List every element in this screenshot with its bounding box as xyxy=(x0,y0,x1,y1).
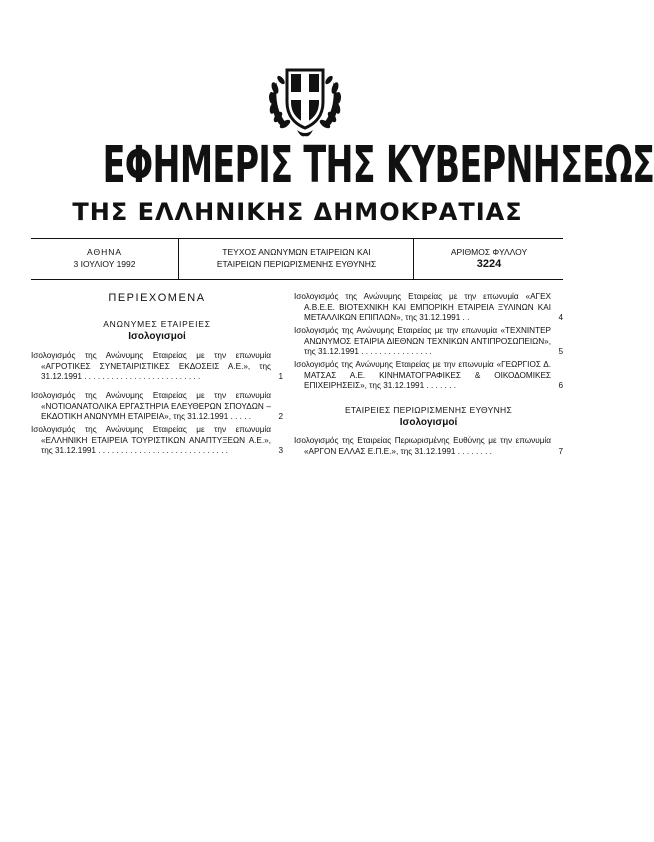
entry-page-number: 6 xyxy=(558,381,563,390)
entry-page-number: 7 xyxy=(558,446,563,456)
issue-type-line1: ΤΕΥΧΟΣ ΑΝΩΝΥΜΩΝ ΕΤΑΙΡΕΙΩΝ ΚΑΙ xyxy=(222,247,371,257)
entry-text: Ισολογισμός της Ανώνυμης Εταιρείας με την επωνυμία «ΕΛΛΗΝΙΚΗ ΕΤΑΙΡΕΙΑ ΤΟΥΡΙΣΤΙΚΩΝ ΑΝΑΠΤΥΞΕΩΝ Α.Ε.», της 31.12.1991 . . . . . . . . . . . . . . . . . . . . . . . . . . . . . xyxy=(31,425,271,455)
entry-text: Ισολογισμός της Ανώνυμης Εταιρείας με την επωνυμία «ΤΕΧΝΙΝΤΕΡ ΑΝΩΝΥΜΟΣ ΕΤΑΙΡΙΑ ΔΙΕΘΝΩΝ ΤΕΧΝΙΚΩΝ ΑΝΤΙΠΡΟΣΩΠΕΙΩΝ», της 31.12.1991 . . . . . . . . . . . . . . . . xyxy=(294,326,551,356)
sheet-number: 3224 xyxy=(476,258,502,270)
issue-date: 3 ΙΟΥΛΙΟΥ 1992 xyxy=(73,259,136,269)
section-heading-sa: ΑΝΩΝΥΜΕΣ ΕΤΑΙΡΕΙΕΣ xyxy=(103,319,211,329)
subsection-heading-balance-sheets: Ισολογισμοί xyxy=(128,331,186,342)
entry-page-number: 5 xyxy=(558,347,563,356)
contents-entry[interactable] xyxy=(31,425,283,457)
entry-text: Ισολογισμός της Ανώνυμης Εταιρείας με την επωνυμία «ΓΕΩΡΓΙΟΣ Δ. ΜΑΤΣΑΣ Α.Ε. ΚΙΝΗΜΑΤΟΓΡΑΦΙΚΕΣ & ΟΙΚΟΔΟΜΙΚΕΣ ΕΠΙΧΕΙΡΗΣΕΙΣ», της 31.12.1991 . . . . . . . xyxy=(294,360,551,390)
subsection-heading-balance-sheets: Ισολογισμοί xyxy=(399,417,458,428)
left-column xyxy=(31,290,283,470)
entry-page-number: 3 xyxy=(278,446,283,455)
gazette-subtitle: ΤΗΣ ΕΛΛΗΝΙΚΗΣ ΔΗΜΟΚΡΑΤΙΑΣ xyxy=(72,198,523,226)
entry-page-number: 1 xyxy=(278,372,283,381)
contents-entry[interactable] xyxy=(294,326,563,358)
issue-type-line2: ΕΤΑΙΡΕΙΩΝ ΠΕΡΙΩΡΙΣΜΕΝΗΣ ΕΥΘΥΝΗΣ xyxy=(216,259,377,269)
city-label: ΑΘΗΝΑ xyxy=(86,247,123,257)
contents-entry[interactable] xyxy=(31,391,283,423)
contents-entry[interactable] xyxy=(294,436,563,457)
contents-entry[interactable] xyxy=(31,351,283,383)
place-date-cell xyxy=(31,239,179,279)
entry-text: Ισολογισμός της Ανώνυμης Εταιρείας με την επωνυμία «ΝΟΤΙΟΑΝΑΤΟΛΙΚΑ ΕΡΓΑΣΤΗΡΙΑ ΕΛΕΥΘΕΡΩΝ ΣΠΟΥΔΩΝ – ΕΚΔΟΤΙΚΗ ΑΝΩΝΥΜΗ ΕΤΑΙΡΕΙΑ», της 31.12.1991 . . . . . xyxy=(31,391,271,421)
national-emblem-icon xyxy=(263,58,347,142)
contents-heading: ΠΕΡΙΕΧΟΜΕΝΑ xyxy=(108,292,206,304)
issue-type-cell xyxy=(180,239,414,279)
entry-page-number: 4 xyxy=(558,313,563,322)
sheet-number-label: ΑΡΙΘΜΟΣ ΦΥΛΛΟΥ xyxy=(450,247,528,257)
gazette-title: ΕΦΗΜΕΡΙΣ ΤΗΣ ΚΥΒΕΡΝΗΣΕΩΣ xyxy=(102,136,654,195)
contents-entry[interactable] xyxy=(294,292,563,324)
issue-info-box xyxy=(31,238,563,280)
contents-entry[interactable] xyxy=(294,360,563,392)
sheet-number-cell xyxy=(415,239,563,279)
entry-text: Ισολογισμός της Ανώνυμης Εταιρείας με την επωνυμία «ΑΓΕΧ Α.Β.Ε.Ε. ΒΙΟΤΕΧΝΙΚΗ ΚΑΙ ΕΜΠΟΡΙΚΗ ΕΤΑΙΡΕΙΑ ΞΥΛΙΝΩΝ ΚΑΙ ΜΕΤΑΛΛΙΚΩΝ ΕΠΙΠΛΩΝ», της 31.12.1991 . . xyxy=(294,292,551,322)
right-column xyxy=(294,292,563,472)
entry-text: Ισολογισμός της Εταιρείας Περιωρισμένης Ευθύνης με την επωνυμία «ΑΡΓΟΝ ΕΛΛΑΣ Ε.Π.Ε.», της 31.12.1991 . . . . . . . . xyxy=(294,436,551,456)
entry-page-number: 2 xyxy=(278,412,283,421)
entry-text: Ισολογισμός της Ανώνυμης Εταιρείας με την επωνυμία «ΑΓΡΟΤΙΚΕΣ ΣΥΝΕΤΑΙΡΙΣΤΙΚΕΣ ΕΚΔΟΣΕΙΣ Α.Ε.», της 31.12.1991 . . . . . . . . . . . . . . . . . . . . . . . . . . xyxy=(31,351,271,381)
section-heading-ltd: ΕΤΑΙΡΕΙΕΣ ΠΕΡΙΩΡΙΣΜΕΝΗΣ ΕΥΘΥΝΗΣ xyxy=(344,405,513,415)
